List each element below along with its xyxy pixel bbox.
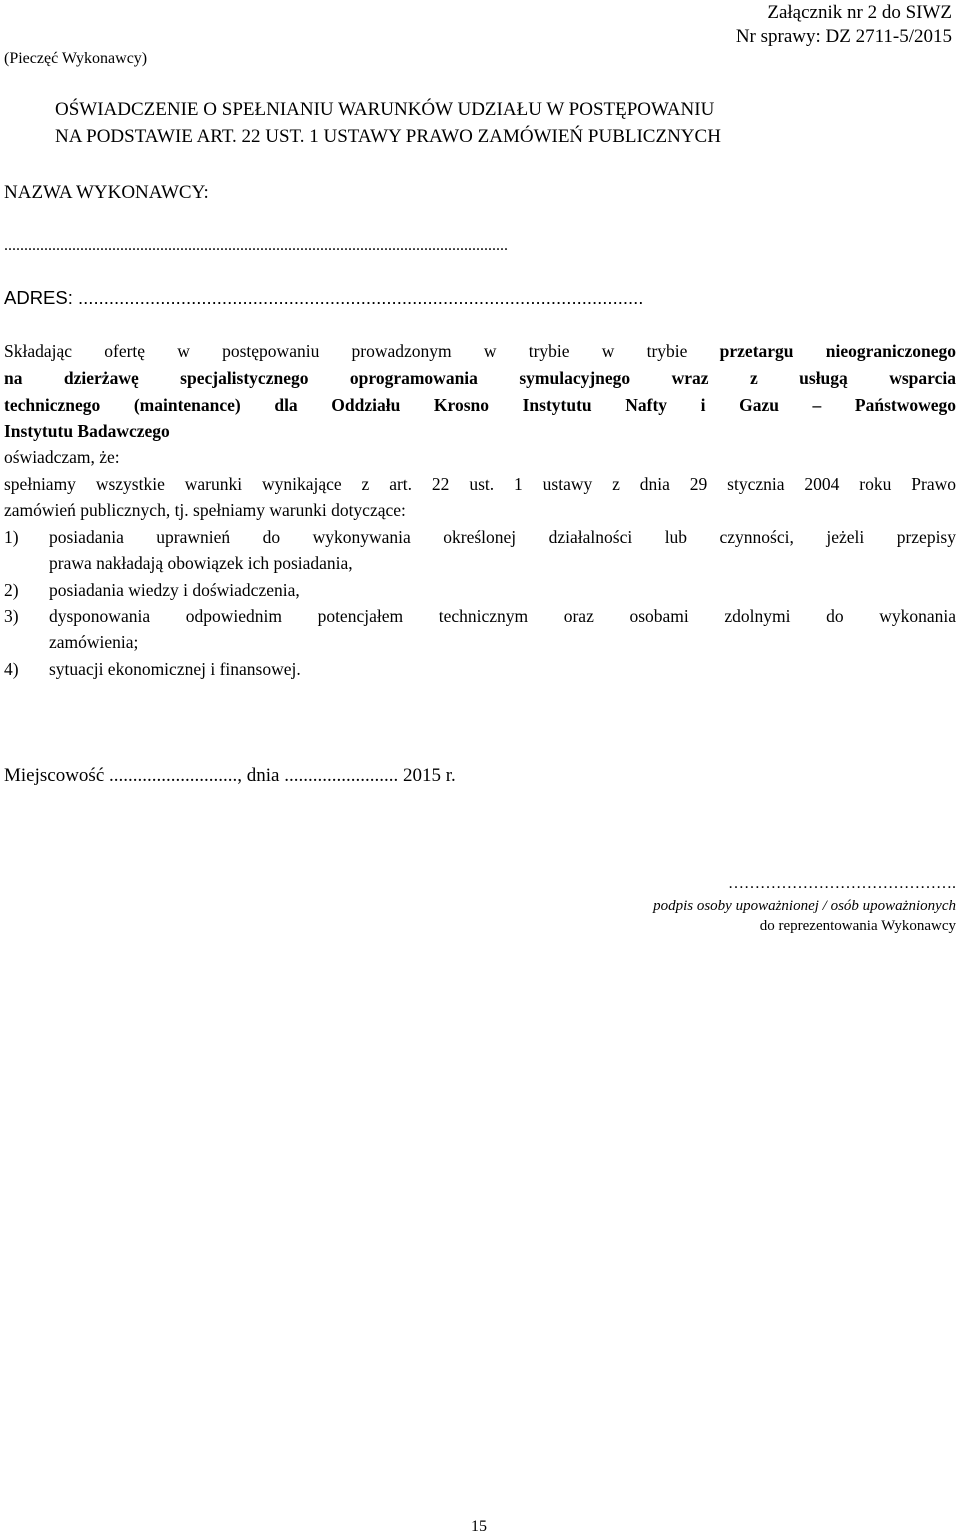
case-number: Nr sprawy: DZ 2711-5/2015 (735, 26, 952, 47)
address-field: ADRES: .............................................................................................................. (4, 287, 644, 308)
contractor-stamp-label: (Pieczęć Wykonawcy) (4, 50, 148, 67)
attachment-label: Załącznik nr 2 do SIWZ (767, 2, 952, 23)
signature-caption: podpis osoby upoważnionej / osób upoważnionych (653, 898, 956, 914)
document-title-line2: NA PODSTAWIE ART. 22 UST. 1 USTAWY PRAWO ZAMÓWIEŃ PUBLICZNYCH (55, 126, 721, 147)
fulfill-line-2: zamówień publicznych, tj. spełniamy warunki dotyczące: (4, 500, 406, 520)
item-1-line-1: posiadania uprawnień do wykonywania określonej działalności lub czynności, jeżeli przepisy (49, 527, 956, 547)
signature-line: ……………………………………. (728, 875, 956, 892)
signature-caption-2: do reprezentowania Wykonawcy (759, 918, 956, 934)
item-2-line-1: posiadania wiedzy i doświadczenia, (49, 580, 300, 600)
declaration-text: oświadczam, że: (4, 447, 120, 467)
item-3-line-2: zamówienia; (49, 632, 139, 652)
item-1-number: 1) (4, 527, 19, 547)
document-title-line1: OŚWIADCZENIE O SPEŁNIANIU WARUNKÓW UDZIAŁU W POSTĘPOWANIU (55, 99, 715, 120)
item-3-line-1: dysponowania odpowiednim potencjałem technicznym oraz osobami zdolnymi do wykonania (49, 606, 956, 626)
item-4-number: 4) (4, 659, 19, 679)
contractor-name-field: .............................................................................................................................. (4, 237, 508, 254)
item-3-number: 3) (4, 606, 19, 626)
intro-line-3: technicznego (maintenance) dla Oddziału Krosno Instytutu Nafty i Gazu – Państwowego (4, 395, 956, 415)
intro-line-2: na dzierżawę specjalistycznego oprogramowania symulacyjnego wraz z usługą wsparcia (4, 368, 956, 388)
item-1-line-2: prawa nakładają obowiązek ich posiadania, (49, 553, 353, 573)
item-2-number: 2) (4, 580, 19, 600)
contractor-name-label: NAZWA WYKONAWCY: (4, 182, 209, 203)
page-number: 15 (471, 1518, 487, 1535)
intro-procedure: przetargu nieograniczonego (719, 341, 956, 361)
intro-line-1 (4, 339, 956, 363)
fulfill-line-1: spełniamy wszystkie warunki wynikające z art. 22 ust. 1 ustawy z dnia 29 stycznia 2004 roku Prawo (4, 474, 956, 494)
item-4-line-1: sytuacji ekonomicznej i finansowej. (49, 659, 301, 679)
intro-line-4: Instytutu Badawczego (4, 421, 170, 441)
intro-text: Składając ofertę w postępowaniu prowadzonym w trybie w trybie (4, 341, 688, 361)
place-date-line: Miejscowość ..........................., dnia ........................ 2015 r. (4, 765, 456, 786)
